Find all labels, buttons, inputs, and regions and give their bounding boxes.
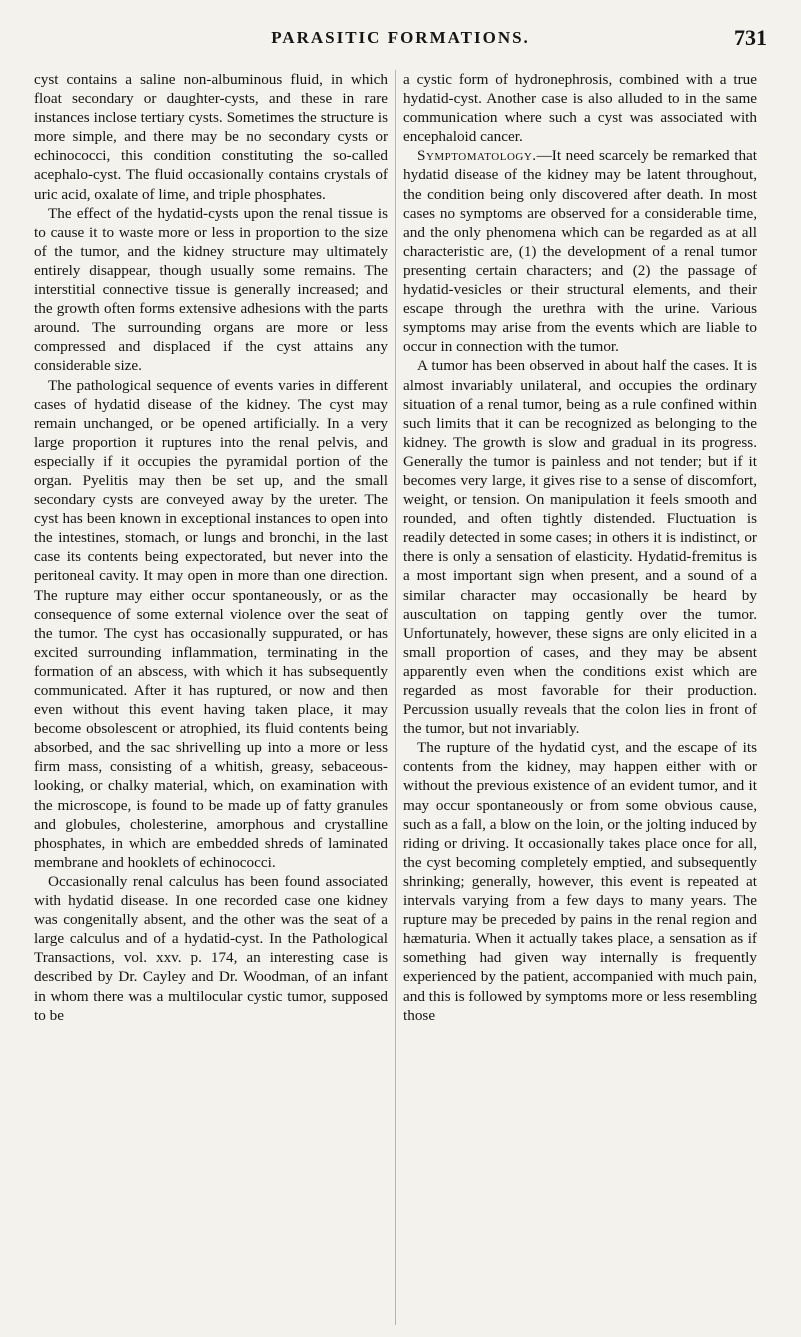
section-text: —It need scarcely be remarked that hydatid disease of the kidney may be latent throughout, the condition being only discovered after death. In most cases no symptoms are observed for a considerable time, and the only phenomena which can be regarded as at all characteristic are, (1) the development of a renal tumor presenting certain characters; and (2) the passage of hydatid-vesicles or their structural elements, and their escape through the urethra with the urine. Various symptoms may arise from the events which are liable to occur in connection with the tumor. (403, 147, 757, 356)
left-paragraph-1: cyst contains a saline non-albuminous fluid, in which float secondary or daughter-cysts, and these in rare instances inclose tertiary cysts. Sometimes the structure is more simple, and there may be no secondary cysts or echinococci, this condition constituting the so-called acephalo-cyst. The fluid occasionally contains crystals of uric acid, oxalate of lime, and triple phosphates. (34, 71, 388, 203)
right-paragraph-intro: a cystic form of hydronephrosis, combined with a true hydatid-cyst. Another case is also alluded to in the same communication where such a cyst was associated with encephaloid cancer. (403, 71, 757, 146)
section-heading: Symptomatology. (417, 147, 537, 165)
left-paragraph-4: Occasionally renal calculus has been found associated with hydatid disease. In one recorded case one kidney was congenitally absent, and the other was the seat of a large calculus and of a hydatid-cyst. In the Pathological Transactions, vol. xxv. p. 174, an interesting case is described by Dr. Cayley and Dr. Woodman, of an infant in whom there was a multilocular cystic tumor, supposed to be (34, 872, 388, 1024)
page-number: 731 (734, 25, 767, 50)
column-divider (395, 70, 396, 1325)
left-paragraph-3: The pathological sequence of events varies in different cases of hydatid disease of the kidney. The cyst may remain unchanged, or be opened artificially. In a very large proportion it ruptures into the renal pelvis, and especially if it occupies the pyramidal portion of the organ. Pyelitis may then be set up, and the small secondary cysts are conveyed away by the ureter. The cyst has been known in exceptional instances to open into the intestines, stomach, or lungs and bronchi, in the last case its contents being expectorated, but never into the peritoneal cavity. It may open in more than one direction. The rupture may either occur spontaneously, or as the consequence of some external violence over the seat of the tumor. The cyst has occasionally suppurated, or has excited surrounding inflammation, terminating in the formation of an abscess, with which it has subsequently communicated. After it has ruptured, or now and then even without this event having taken place, it may become obsolescent or atrophied, its fluid contents being absorbed, and the sac shrivelling up into a more or less firm mass, consisting of a whitish, greasy, sebaceous-looking, or chalky material, which, on examination with the microscope, is found to be made up of fatty granules and globules, cholesterine, amorphous and crystalline phosphates, in which are embedded shreds of laminated membrane and hooklets of echinococci. (34, 376, 388, 871)
right-column (403, 70, 757, 1025)
left-paragraph-2: The effect of the hydatid-cysts upon the renal tissue is to cause it to waste more or less in proportion to the size of the tumor, and the kidney structure may ultimately entirely disappear, though usually some remains. The interstitial connective tissue is generally increased; and the growth often forms extensive adhesions with the parts around. The surrounding organs are more or less compressed and displaced if the cyst attains any considerable size. (34, 204, 388, 375)
right-paragraph-rupture: The rupture of the hydatid cyst, and the escape of its contents from the kidney, may happen either with or without the previous existence of an evident tumor, and it may occur spontaneously or from some obvious cause, such as a fall, a blow on the loin, or the jolting induced by riding or driving. It occasionally takes place once for all, the cyst becoming completely emptied, and subsequently shrinking; generally, however, this event is repeated at intervals varying from a few days to many years. The rupture may be preceded by pains in the renal region and hæmaturia. When it actually takes place, a sensation as if something had given way internally is frequently experienced by the patient, accompanied with much pain, and this is followed by symptoms more or less resembling those (403, 739, 757, 1024)
section-symptomatology (403, 146, 757, 356)
running-title: PARASITIC FORMATIONS. (271, 28, 530, 47)
left-column (34, 70, 388, 1025)
right-paragraph-tumor: A tumor has been observed in about half the cases. It is almost invariably unilateral, and occupies the ordinary situation of a renal tumor, being as a rule confined within such limits that it can be recognized as belonging to the kidney. The growth is slow and gradual in its progress. Generally the tumor is painless and not tender; but if it becomes very large, it gives rise to a sense of discomfort, weight, or tension. On manipulation it feels smooth and rounded, and often tightly distended. Fluctuation is readily detected in some cases; in others it is indistinct, or there is only a sensation of elasticity. Hydatid-fremitus is a most important sign when present, and a sound of a similar character may occasionally be heard by auscultation on tapping gently over the tumor. Unfortunately, however, these signs are only elicited in a small proportion of cases, and they may be absent apparently even when the conditions exist which are regarded as most favorable for their production. Percussion usually reveals that the colon lies in front of the tumor, but not invariably. (403, 357, 757, 738)
running-head (34, 25, 767, 54)
